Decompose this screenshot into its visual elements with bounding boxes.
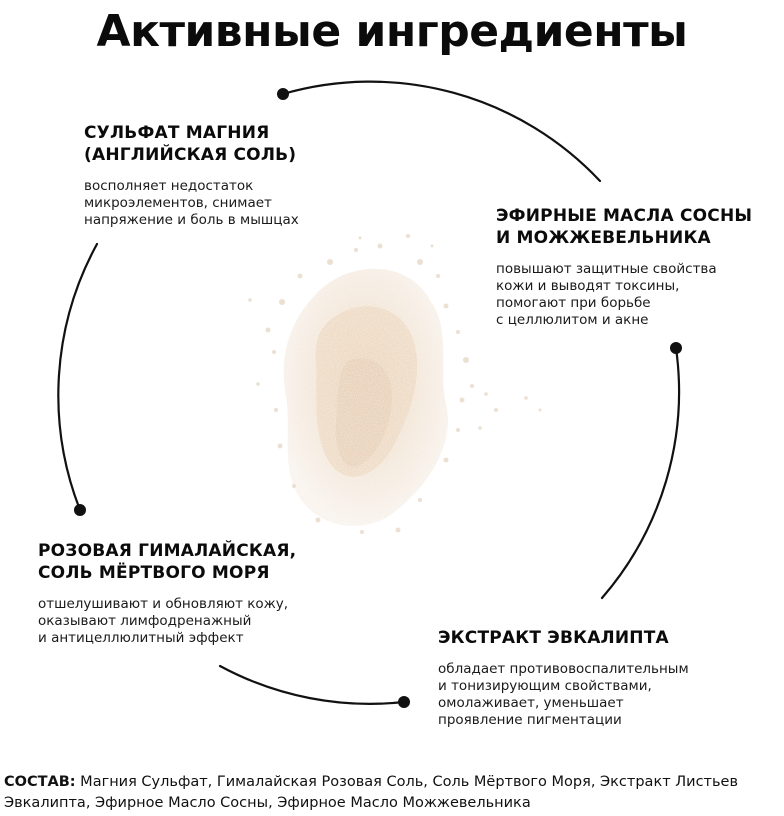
ingredient-heading: ЭКСТРАКТ ЭВКАЛИПТА bbox=[438, 628, 669, 648]
dot-left bbox=[74, 504, 86, 516]
arc-right bbox=[602, 348, 679, 598]
composition-list: Магния Сульфат, Гималайская Розовая Соль, Соль Мёртвого Моря, Экстракт Листьев Эвкалипта, Эфирное Масло Сосны, Эфирное Масло Можжевельника bbox=[4, 774, 739, 811]
ingredient-eucalyptus-extract bbox=[438, 627, 689, 729]
ingredient-description: отшелушивают и обновляют кожу, оказывают лимфодренажный и антицеллюлитный эффект bbox=[38, 596, 289, 646]
dot-right bbox=[670, 342, 682, 354]
composition-label: СОСТАВ: bbox=[4, 774, 76, 790]
ingredient-pink-himalayan-salt bbox=[38, 540, 296, 647]
ingredient-description: восполняет недостаток микроэлементов, снимает напряжение и боль в мышцах bbox=[84, 178, 299, 228]
ingredient-essential-oils bbox=[496, 205, 752, 329]
ingredient-heading: ЭФИРНЫЕ МАСЛА СОСНЫ И МОЖЖЕВЕЛЬНИКА bbox=[496, 206, 753, 248]
arc-bottom bbox=[220, 666, 404, 704]
dot-top bbox=[277, 88, 289, 100]
salt-pile-image bbox=[284, 269, 448, 526]
arc-left bbox=[58, 244, 97, 510]
arc-top bbox=[283, 82, 600, 181]
page-title: Активные ингредиенты bbox=[96, 6, 688, 57]
dot-bottom bbox=[398, 696, 410, 708]
ingredient-description: повышают защитные свойства кожи и выводят токсины, помогают при борьбе с целлюлитом и акне bbox=[496, 261, 717, 328]
composition-text bbox=[4, 772, 782, 814]
ingredient-magnesium-sulfate bbox=[84, 122, 299, 229]
ingredient-heading: СУЛЬФАТ МАГНИЯ (АНГЛИЙСКАЯ СОЛЬ) bbox=[84, 123, 297, 165]
ingredient-heading: РОЗОВАЯ ГИМАЛАЙСКАЯ, СОЛЬ МЁРТВОГО МОРЯ bbox=[38, 541, 297, 583]
ingredient-description: обладает противовоспалительным и тонизирующим свойствами, омолаживает, уменьшает проявление пигментации bbox=[438, 661, 689, 728]
